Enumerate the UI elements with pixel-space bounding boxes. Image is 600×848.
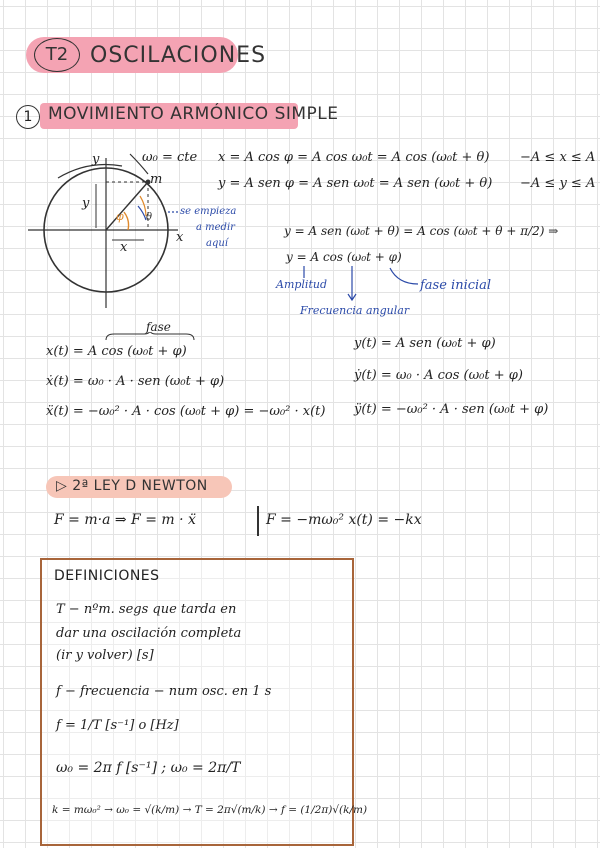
def-line-6: ω₀ = 2π f [s⁻¹] ; ω₀ = 2π/T — [56, 760, 241, 776]
axis-x-label: x — [176, 230, 184, 245]
def-line-4: f − frecuencia − num osc. en 1 s — [56, 684, 272, 699]
fase-brace — [104, 332, 196, 342]
page-title: OSCILACIONES — [90, 43, 267, 68]
y-projection-label: y — [82, 196, 90, 211]
def-line-3: (ir y volver) [s] — [56, 648, 154, 663]
separator-bar — [257, 506, 259, 536]
y-equation: y = A sen φ = A sen ω₀t = A sen (ω₀t + θ) — [218, 176, 493, 191]
amplitud-label: Amplitud — [276, 278, 327, 291]
phi-label: φ — [116, 210, 124, 223]
def-line-5: f = 1/T [s⁻¹] o [Hz] — [56, 718, 179, 733]
annotation-line-1: se empieza — [180, 206, 237, 217]
omega-label: ω₀ = cte — [142, 150, 198, 165]
point-m-label: m — [150, 172, 163, 187]
definitions-title: DEFINICIONES — [54, 568, 160, 584]
def-line-1: T − nºm. segs que tarda en — [56, 602, 237, 617]
x-position-eq: x(t) = A cos (ω₀t + φ) — [46, 344, 187, 359]
y-range: −A ≤ y ≤ A — [520, 176, 596, 191]
x-velocity-eq: ẋ(t) = ω₀ · A · sen (ω₀t + φ) — [46, 374, 225, 389]
theta-label: θ — [146, 212, 153, 223]
section-number: 1 — [16, 105, 40, 129]
def-line-2: dar una oscilación completa — [56, 626, 242, 641]
title-badge: T2 — [34, 38, 80, 72]
fase-inicial-label: fase inicial — [420, 278, 492, 293]
x-range: −A ≤ x ≤ A — [520, 150, 596, 165]
y-velocity-eq: ẏ(t) = ω₀ · A cos (ω₀t + φ) — [354, 368, 523, 383]
y-general-equation: y = A cos (ω₀t + φ) — [286, 250, 402, 264]
newton-eq-2: F = −mω₀² x(t) = −kx — [266, 512, 422, 528]
newton-title: ▷ 2ª LEY D NEWTON — [56, 478, 208, 494]
y-phase-equation: y = A sen (ω₀t + θ) = A cos (ω₀t + θ + π/2) ⇒ — [284, 224, 559, 238]
x-equation: x = A cos φ = A cos ω₀t = A cos (ω₀t + θ) — [218, 150, 490, 165]
y-acceleration-eq: ÿ(t) = −ω₀² · A · sen (ω₀t + φ) — [354, 402, 549, 417]
def-line-7: k = mω₀² → ω₀ = √(k/m) → T = 2π√(m/k) → f = (1/2π)√(k/m) — [52, 804, 368, 816]
section-title: MOVIMIENTO ARMÓNICO SIMPLE — [48, 104, 339, 124]
x-projection-label: x — [120, 240, 128, 255]
annotation-line-2: a medir — [196, 222, 235, 233]
frecuencia-angular-label: Frecuencia angular — [300, 304, 410, 317]
axis-y-label: y — [92, 152, 100, 167]
fase-label: fase — [146, 320, 171, 334]
x-acceleration-eq: ẍ(t) = −ω₀² · A · cos (ω₀t + φ) = −ω₀² · x(t) — [46, 404, 326, 419]
annotation-arrows — [280, 262, 440, 306]
newton-eq-1: F = m·a ⇒ F = m · ẍ — [54, 512, 196, 528]
y-position-eq: y(t) = A sen (ω₀t + φ) — [354, 336, 496, 351]
annotation-line-3: aquí — [206, 238, 229, 249]
